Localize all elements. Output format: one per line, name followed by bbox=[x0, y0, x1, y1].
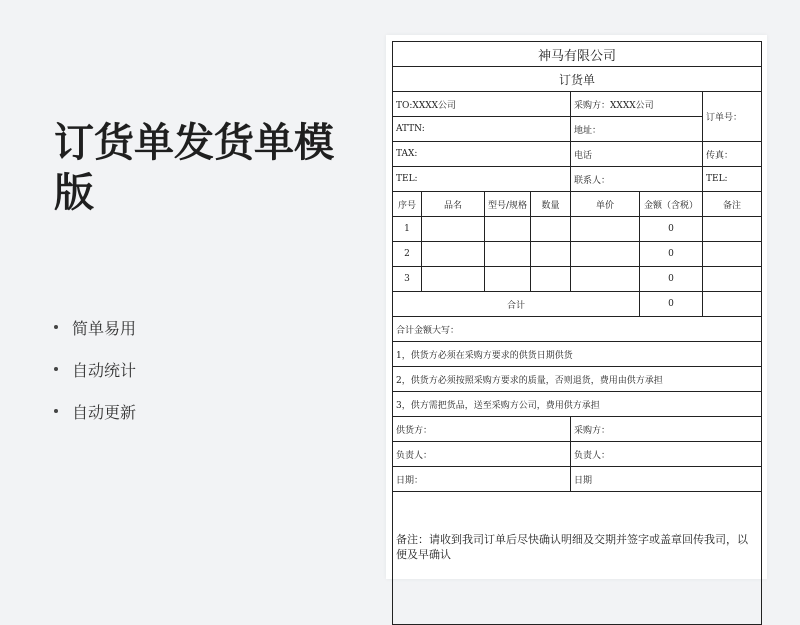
amount-cell: 0 bbox=[640, 267, 703, 292]
column-header: 单价 bbox=[571, 192, 640, 217]
title-row bbox=[393, 67, 762, 92]
feature-label: 自动更新 bbox=[72, 402, 137, 422]
amount-in-words: 合计金额大写： bbox=[393, 317, 762, 342]
product-cell bbox=[422, 242, 485, 267]
term-row bbox=[393, 367, 762, 392]
company-row bbox=[393, 42, 762, 67]
info-row bbox=[393, 92, 762, 117]
column-header: 数量 bbox=[531, 192, 571, 217]
signature-row bbox=[393, 417, 762, 442]
tax-cell: TAX: bbox=[393, 142, 571, 167]
attn-cell: ATTN: bbox=[393, 117, 571, 142]
amount-words-row bbox=[393, 317, 762, 342]
column-header: 金额（含税） bbox=[640, 192, 703, 217]
bullet-icon bbox=[54, 325, 58, 329]
table-row bbox=[393, 242, 762, 267]
column-header: 型号/规格 bbox=[485, 192, 531, 217]
contact-cell: 联系人： bbox=[571, 167, 703, 192]
product-cell bbox=[422, 267, 485, 292]
note-cell bbox=[703, 267, 762, 292]
total-label: 合计 bbox=[393, 292, 640, 317]
remark-text: 备注：请收到我司订单后尽快确认明细及交期并签字或盖章回传我司，以便及早确认 bbox=[393, 492, 762, 625]
total-amount: 0 bbox=[640, 292, 703, 317]
signature-row bbox=[393, 467, 762, 492]
row-number: 3 bbox=[393, 267, 422, 292]
table-header-row bbox=[393, 192, 762, 217]
info-row bbox=[393, 167, 762, 192]
price-cell bbox=[571, 242, 640, 267]
row-number: 1 bbox=[393, 217, 422, 242]
supplier-date-cell: 日期： bbox=[393, 467, 571, 492]
quantity-cell bbox=[531, 242, 571, 267]
total-note-cell bbox=[703, 292, 762, 317]
bullet-icon bbox=[54, 367, 58, 371]
address-cell: 地址： bbox=[571, 117, 703, 142]
promo-title: 订货单发货单模版 bbox=[54, 120, 334, 216]
total-row bbox=[393, 292, 762, 317]
signature-row bbox=[393, 442, 762, 467]
buyer-sign-cell: 采购方： bbox=[571, 417, 762, 442]
spec-cell bbox=[485, 217, 531, 242]
tel2-cell: TEL: bbox=[703, 167, 762, 192]
spec-cell bbox=[485, 242, 531, 267]
amount-cell: 0 bbox=[640, 242, 703, 267]
note-cell bbox=[703, 242, 762, 267]
company-name: 神马有限公司 bbox=[393, 42, 762, 67]
bullet-icon bbox=[54, 409, 58, 413]
term-row bbox=[393, 342, 762, 367]
feature-item bbox=[54, 348, 136, 390]
feature-label: 自动统计 bbox=[72, 360, 137, 380]
buyer-date-cell: 日期 bbox=[571, 467, 762, 492]
feature-label: 简单易用 bbox=[72, 318, 137, 338]
buyer-cell: 采购方：XXXX公司 bbox=[571, 92, 703, 117]
supplier-person-cell: 负责人： bbox=[393, 442, 571, 467]
term-row bbox=[393, 392, 762, 417]
price-cell bbox=[571, 267, 640, 292]
note-cell bbox=[703, 217, 762, 242]
product-cell bbox=[422, 217, 485, 242]
fax-cell: 传真： bbox=[703, 142, 762, 167]
to-cell: TO:XXXX公司 bbox=[393, 92, 571, 117]
feature-list bbox=[54, 306, 136, 432]
order-no-cell: 订单号： bbox=[703, 92, 762, 142]
form-title: 订货单 bbox=[393, 67, 762, 92]
supplier-cell: 供货方： bbox=[393, 417, 571, 442]
column-header: 品名 bbox=[422, 192, 485, 217]
table-row bbox=[393, 217, 762, 242]
tel-cell: TEL: bbox=[393, 167, 571, 192]
term-text: 2，供货方必须按照采购方要求的质量，否则退货，费用由供方承担 bbox=[393, 367, 762, 392]
quantity-cell bbox=[531, 217, 571, 242]
feature-item bbox=[54, 390, 136, 432]
term-text: 1，供货方必须在采购方要求的供货日期供货 bbox=[393, 342, 762, 367]
feature-item bbox=[54, 306, 136, 348]
column-header: 备注 bbox=[703, 192, 762, 217]
remark-row bbox=[393, 492, 762, 625]
price-cell bbox=[571, 217, 640, 242]
quantity-cell bbox=[531, 267, 571, 292]
document-sheet bbox=[386, 35, 767, 579]
info-row bbox=[393, 142, 762, 167]
phone-cell: 电话 bbox=[571, 142, 703, 167]
row-number: 2 bbox=[393, 242, 422, 267]
spec-cell bbox=[485, 267, 531, 292]
promo-panel bbox=[54, 118, 354, 218]
buyer-person-cell: 负责人： bbox=[571, 442, 762, 467]
order-form-table bbox=[392, 41, 762, 625]
term-text: 3，供方需把货品，送至采购方公司，费用供方承担 bbox=[393, 392, 762, 417]
column-header: 序号 bbox=[393, 192, 422, 217]
amount-cell: 0 bbox=[640, 217, 703, 242]
table-row bbox=[393, 267, 762, 292]
